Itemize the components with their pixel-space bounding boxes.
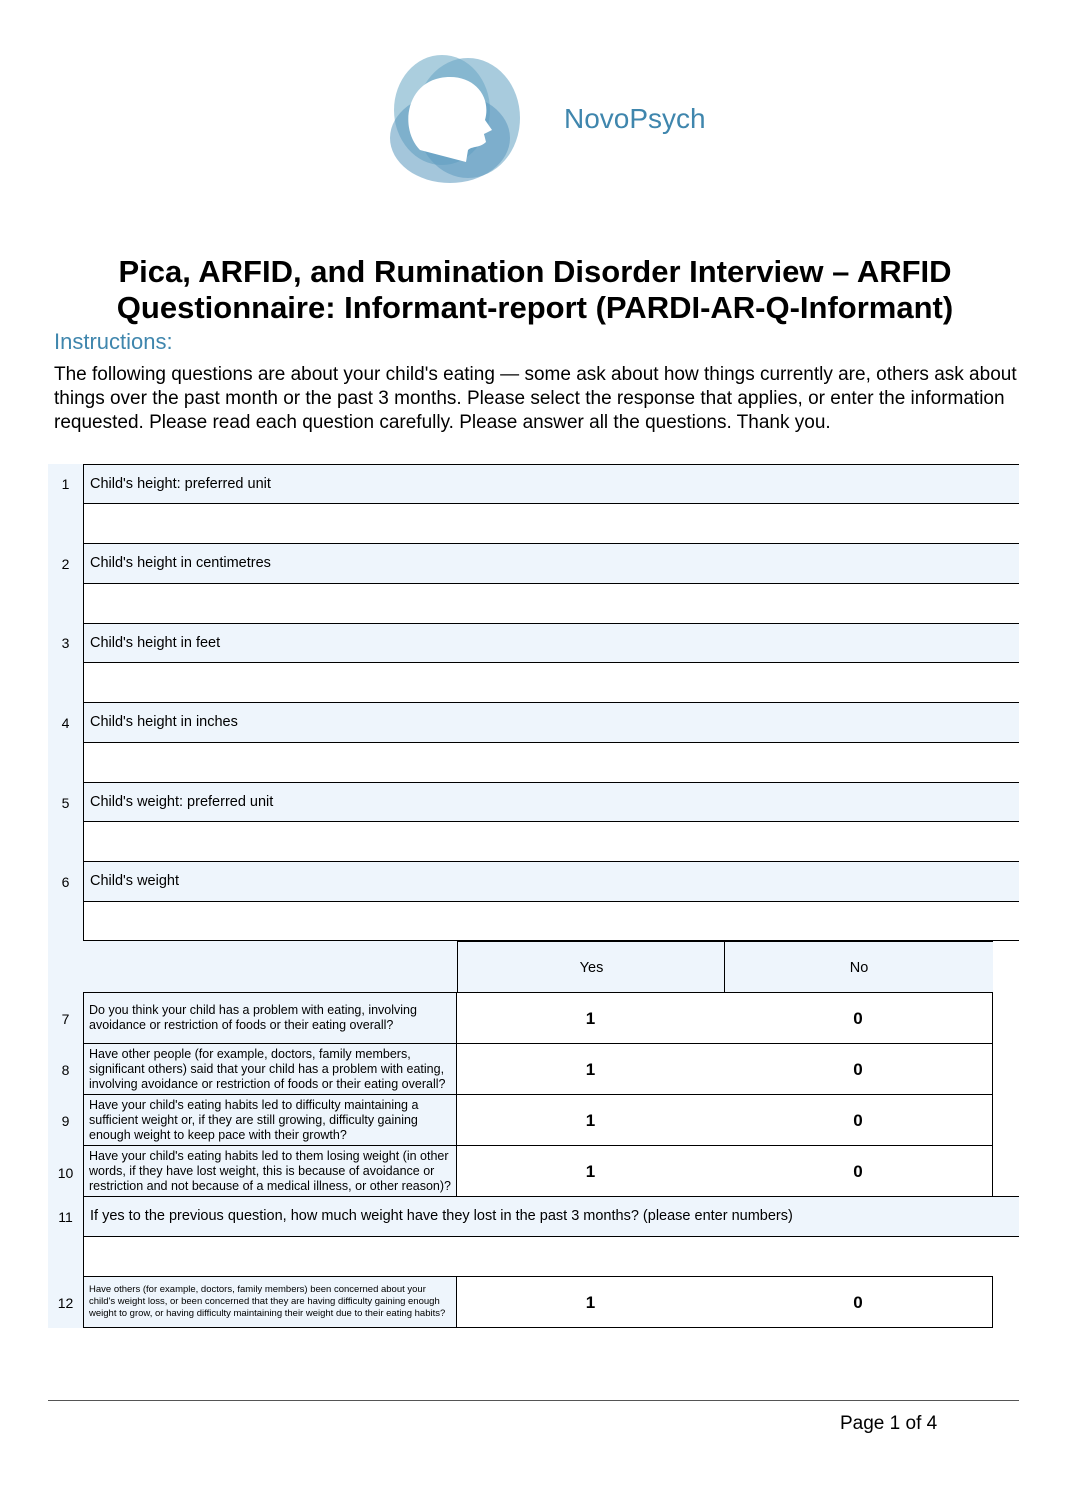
question-label: Child's height in feet: [83, 623, 1019, 663]
question-number: 6: [61, 874, 70, 890]
table-bottom-border: [83, 1327, 993, 1328]
question-number: 8: [61, 1062, 70, 1078]
yes-column-header: Yes: [457, 941, 725, 992]
footer-divider: [48, 1400, 1019, 1401]
no-option[interactable]: 0: [724, 1094, 993, 1145]
question-number: 7: [61, 1011, 70, 1027]
number-column: [48, 464, 83, 1328]
question-number: 11: [58, 1209, 73, 1225]
question-number: 1: [61, 476, 70, 492]
yes-option[interactable]: 1: [457, 1043, 725, 1094]
answer-field-height-unit[interactable]: [83, 503, 1019, 543]
question-number: 5: [61, 795, 70, 811]
novopsych-logo: [380, 50, 525, 185]
question-number: 4: [61, 715, 70, 731]
question-label: Child's height in centimetres: [83, 543, 1019, 583]
page-title: Pica, ARFID, and Rumination Disorder Interview – ARFID Questionnaire: Informant-report (PARDI-AR-Q-Informant): [116, 254, 954, 325]
answer-field-height-inches[interactable]: [83, 742, 1019, 782]
no-option[interactable]: 0: [724, 992, 993, 1043]
yes-option[interactable]: 1: [457, 1145, 725, 1196]
no-option[interactable]: 0: [724, 1145, 993, 1196]
question-number: 3: [61, 635, 70, 651]
answer-field-height-feet[interactable]: [83, 662, 1019, 702]
question-text: Have your child's eating habits led to them losing weight (in other words, if they have lost weight, this is because of avoidance or restriction and not because of a medical illness, or other reason)?: [83, 1145, 457, 1196]
question-label: Child's weight: preferred unit: [83, 782, 1019, 822]
no-option[interactable]: 0: [724, 1043, 993, 1094]
answer-field-weight[interactable]: [83, 901, 1019, 941]
instructions-text: The following questions are about your child's eating — some ask about how things currently are, others ask about things over the past month or the past 3 months. Please select the response that applies, or enter the information requested. Please read each question carefully. Please answer all the questions. Thank you.: [54, 364, 1017, 433]
instructions-heading: Instructions:: [54, 329, 173, 354]
answer-field-weight-unit[interactable]: [83, 821, 1019, 861]
question-text: Have others (for example, doctors, family members) been concerned about your child's weight loss, or been concerned that they are having difficulty gaining enough weight to grow, or having difficulty maintaining their weight due to their eating habits?: [83, 1276, 457, 1327]
no-option[interactable]: 0: [724, 1276, 993, 1327]
yes-option[interactable]: 1: [457, 1094, 725, 1145]
question-number: 9: [61, 1113, 70, 1129]
answer-field-height-cm[interactable]: [83, 583, 1019, 623]
yes-option[interactable]: 1: [457, 1276, 725, 1327]
yesno-header-blank: [83, 941, 457, 992]
question-number: 2: [61, 556, 70, 572]
question-label: Child's height: preferred unit: [83, 464, 1019, 504]
page-number: Page 1 of 4: [840, 1413, 938, 1434]
question-text: Have your child's eating habits led to difficulty maintaining a sufficient weight or, if they are still growing, difficulty gaining enough weight to keep pace with their growth?: [83, 1094, 457, 1145]
question-label: Child's weight: [83, 861, 1019, 901]
question-number: 10: [57, 1165, 74, 1181]
question-text: Have other people (for example, doctors, family members, significant others) said that your child has a problem with eating, involving avoidance or restriction of foods or their eating overall?: [83, 1043, 457, 1094]
brand-name: NovoPsych: [564, 103, 706, 134]
question-label: Child's height in inches: [83, 702, 1019, 742]
no-column-header: No: [724, 941, 993, 992]
yes-option[interactable]: 1: [457, 992, 725, 1043]
question-text: Do you think your child has a problem with eating, involving avoidance or restriction of foods or their eating overall?: [83, 992, 457, 1043]
answer-field-weight-lost[interactable]: [83, 1236, 1019, 1276]
question-label: If yes to the previous question, how much weight have they lost in the past 3 months? (please enter numbers): [83, 1196, 1019, 1236]
question-number: 12: [57, 1295, 74, 1311]
